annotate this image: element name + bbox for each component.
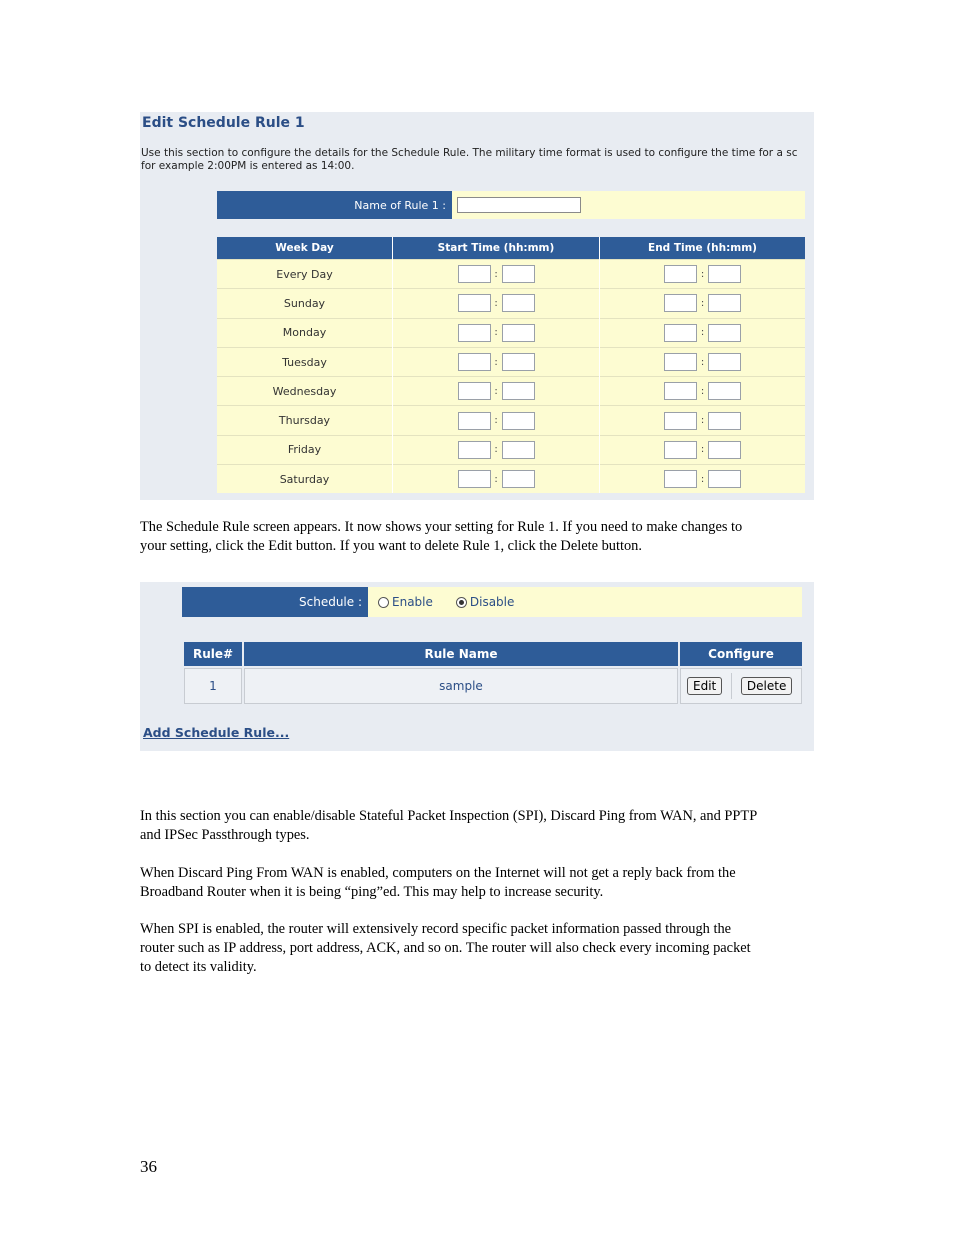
start-hour-input[interactable] xyxy=(458,412,491,430)
enable-radio-option[interactable] xyxy=(378,595,433,609)
table-row xyxy=(217,347,805,376)
edit-rule-desc-line2: for example 2:00PM is entered as 14:00. xyxy=(141,160,355,172)
configure-cell xyxy=(680,668,802,704)
time-colon: : xyxy=(700,415,705,427)
start-minute-input[interactable] xyxy=(502,412,535,430)
table-row xyxy=(217,406,805,435)
start-hour-input[interactable] xyxy=(458,353,491,371)
paragraph-line: to detect its validity. xyxy=(140,959,257,975)
time-colon: : xyxy=(494,473,498,485)
end-hour-input[interactable] xyxy=(664,470,697,488)
start-time-cell xyxy=(393,406,600,435)
start-time-cell xyxy=(393,347,600,376)
end-minute-input[interactable] xyxy=(708,470,741,488)
rule-name-label: Name of Rule 1 : xyxy=(217,191,452,219)
time-colon: : xyxy=(700,385,705,397)
header-rule-name: Rule Name xyxy=(244,642,678,666)
end-hour-input[interactable] xyxy=(664,265,697,283)
start-minute-input[interactable] xyxy=(502,294,535,312)
paragraph-line: and IPSec Passthrough types. xyxy=(140,827,310,843)
start-time-cell xyxy=(393,377,600,406)
end-time-cell xyxy=(600,377,806,406)
time-colon: : xyxy=(700,297,705,309)
time-colon: : xyxy=(494,327,498,339)
paragraph-line: your setting, click the Edit button. If you want to delete Rule 1, click the Delete button. xyxy=(140,538,642,554)
time-colon: : xyxy=(700,444,705,456)
end-time-cell xyxy=(600,406,806,435)
rules-header xyxy=(184,642,802,666)
paragraph-line: The Schedule Rule screen appears. It now shows your setting for Rule 1. If you need to make changes to xyxy=(140,519,743,535)
table-row xyxy=(217,289,805,318)
time-colon: : xyxy=(494,268,498,280)
page-number: 36 xyxy=(140,1157,157,1176)
header-end-time: End Time (hh:mm) xyxy=(600,237,806,260)
header-week-day: Week Day xyxy=(217,237,393,260)
time-colon: : xyxy=(494,356,498,368)
end-hour-input[interactable] xyxy=(664,441,697,459)
paragraph-line: router such as IP address, port address, ACK, and so on. The router will also check every incoming packet xyxy=(140,940,751,956)
rule-name-input[interactable] xyxy=(457,197,581,213)
configure-divider xyxy=(731,673,732,699)
end-minute-input[interactable] xyxy=(708,353,741,371)
start-hour-input[interactable] xyxy=(458,294,491,312)
edit-rule-desc-line1: Use this section to configure the details for the Schedule Rule. The military time format is used to configure the time for a sc xyxy=(141,147,798,159)
weekday-cell: Every Day xyxy=(217,260,393,289)
add-schedule-rule-link[interactable]: Add Schedule Rule... xyxy=(143,725,290,740)
weekday-cell: Wednesday xyxy=(217,377,393,406)
schedule-rule-panel xyxy=(140,582,814,751)
end-hour-input[interactable] xyxy=(664,353,697,371)
end-minute-input[interactable] xyxy=(708,441,741,459)
schedule-toggle-row xyxy=(182,587,802,617)
end-minute-input[interactable] xyxy=(708,412,741,430)
time-colon: : xyxy=(700,473,705,485)
start-time-cell xyxy=(393,289,600,318)
start-hour-input[interactable] xyxy=(458,324,491,342)
enable-radio[interactable] xyxy=(378,597,389,608)
start-minute-input[interactable] xyxy=(502,470,535,488)
start-time-cell xyxy=(393,465,600,494)
schedule-options xyxy=(368,587,802,617)
time-colon: : xyxy=(700,327,705,339)
spi-paragraph xyxy=(140,920,751,977)
enable-label: Enable xyxy=(392,595,433,609)
disable-radio[interactable] xyxy=(456,597,467,608)
time-colon: : xyxy=(494,297,498,309)
table-row xyxy=(217,435,805,464)
end-time-cell xyxy=(600,260,806,289)
header-configure: Configure xyxy=(680,642,802,666)
time-colon: : xyxy=(494,415,498,427)
paragraph-line: In this section you can enable/disable Stateful Packet Inspection (SPI), Discard Ping from WAN, and PPTP xyxy=(140,808,758,824)
schedule-time-table xyxy=(217,237,805,493)
end-time-cell xyxy=(600,289,806,318)
edit-rule-description xyxy=(141,147,797,173)
schedule-intro-paragraph xyxy=(140,518,742,556)
end-time-cell xyxy=(600,347,806,376)
disable-label: Disable xyxy=(469,595,515,609)
start-minute-input[interactable] xyxy=(502,382,535,400)
start-minute-input[interactable] xyxy=(502,441,535,459)
discard-ping-paragraph xyxy=(140,864,736,902)
paragraph-line: Broadband Router when it is being “ping”ed. This may help to increase security. xyxy=(140,884,604,900)
weekday-cell: Friday xyxy=(217,435,393,464)
end-hour-input[interactable] xyxy=(664,324,697,342)
edit-button[interactable]: Edit xyxy=(687,677,722,695)
start-time-cell xyxy=(393,318,600,347)
end-hour-input[interactable] xyxy=(664,412,697,430)
start-minute-input[interactable] xyxy=(502,265,535,283)
spi-intro-paragraph xyxy=(140,807,757,845)
start-time-cell xyxy=(393,435,600,464)
end-minute-input[interactable] xyxy=(708,265,741,283)
table-row xyxy=(217,260,805,289)
schedule-rules-table xyxy=(182,640,804,706)
time-colon: : xyxy=(494,385,498,397)
paragraph-line: When SPI is enabled, the router will extensively record specific packet information passed through the xyxy=(140,921,732,937)
schedule-time-header xyxy=(217,237,805,260)
end-minute-input[interactable] xyxy=(708,294,741,312)
table-row xyxy=(217,465,805,494)
start-hour-input[interactable] xyxy=(458,265,491,283)
start-hour-input[interactable] xyxy=(458,441,491,459)
header-start-time: Start Time (hh:mm) xyxy=(393,237,600,260)
weekday-cell: Tuesday xyxy=(217,347,393,376)
start-hour-input[interactable] xyxy=(458,382,491,400)
end-hour-input[interactable] xyxy=(664,294,697,312)
disable-radio-option[interactable] xyxy=(456,595,515,609)
time-colon: : xyxy=(700,268,705,280)
edit-schedule-rule-panel xyxy=(140,112,814,500)
start-minute-input[interactable] xyxy=(502,353,535,371)
end-time-cell xyxy=(600,465,806,494)
table-row xyxy=(217,318,805,347)
weekday-cell: Saturday xyxy=(217,465,393,494)
header-rule-num: Rule# xyxy=(184,642,242,666)
end-hour-input[interactable] xyxy=(664,382,697,400)
rule-num-cell: 1 xyxy=(184,668,242,704)
start-minute-input[interactable] xyxy=(502,324,535,342)
table-row xyxy=(217,377,805,406)
weekday-cell: Thursday xyxy=(217,406,393,435)
end-time-cell xyxy=(600,435,806,464)
edit-rule-title: Edit Schedule Rule 1 xyxy=(142,115,305,131)
end-minute-input[interactable] xyxy=(708,324,741,342)
start-time-cell xyxy=(393,260,600,289)
time-colon: : xyxy=(494,444,498,456)
table-row xyxy=(184,668,802,704)
start-hour-input[interactable] xyxy=(458,470,491,488)
delete-button[interactable]: Delete xyxy=(741,677,792,695)
rule-name-row xyxy=(217,191,805,219)
schedule-label: Schedule : xyxy=(182,587,368,617)
rule-name-cell xyxy=(452,191,805,219)
time-colon: : xyxy=(700,356,705,368)
weekday-cell: Monday xyxy=(217,318,393,347)
end-minute-input[interactable] xyxy=(708,382,741,400)
end-time-cell xyxy=(600,318,806,347)
paragraph-line: When Discard Ping From WAN is enabled, computers on the Internet will not get a reply back from the xyxy=(140,865,736,881)
weekday-cell: Sunday xyxy=(217,289,393,318)
rule-name-cell: sample xyxy=(244,668,678,704)
